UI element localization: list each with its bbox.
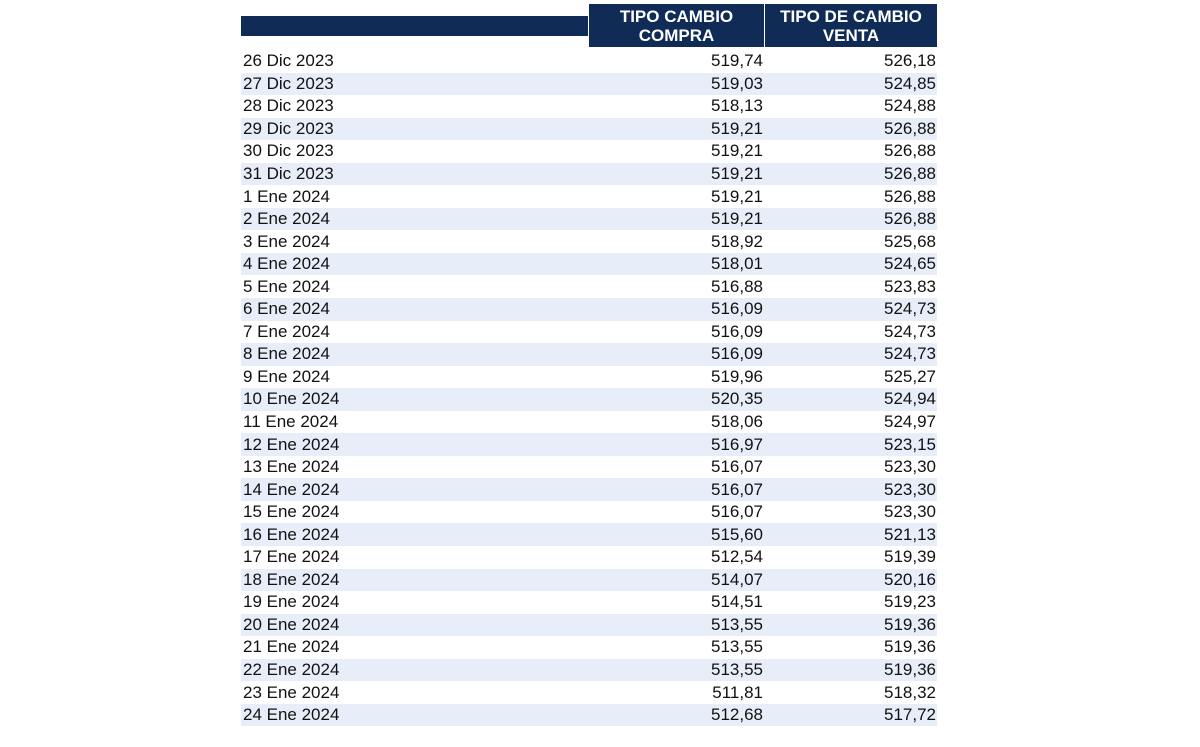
buy-rate-cell: 519,21	[711, 186, 763, 206]
date-cell: 18 Ene 2024	[243, 569, 340, 589]
sell-rate-cell: 518,32	[884, 682, 936, 702]
sell-rate-cell: 526,88	[884, 186, 936, 206]
date-cell: 7 Ene 2024	[243, 321, 330, 341]
date-cell: 10 Ene 2024	[243, 389, 340, 409]
buy-rate-cell: 515,60	[711, 524, 763, 544]
date-cell: 28 Dic 2023	[243, 96, 334, 116]
table-row	[241, 456, 937, 479]
header-sell-rate	[765, 4, 937, 47]
date-cell: 29 Dic 2023	[243, 118, 334, 138]
buy-rate-cell: 512,68	[711, 705, 763, 725]
table-row	[241, 275, 937, 298]
buy-rate-cell: 516,88	[711, 276, 763, 296]
sell-rate-cell: 523,30	[884, 502, 936, 522]
table-row	[241, 591, 937, 614]
date-cell: 27 Dic 2023	[243, 73, 334, 93]
table-row	[241, 140, 937, 163]
buy-rate-cell: 516,97	[711, 434, 763, 454]
table-row	[241, 253, 937, 276]
date-cell: 13 Ene 2024	[243, 457, 340, 477]
table-row	[241, 163, 937, 186]
sell-rate-cell: 526,88	[884, 118, 936, 138]
buy-rate-cell: 519,96	[711, 366, 763, 386]
date-cell: 23 Ene 2024	[243, 682, 340, 702]
table-row	[241, 321, 937, 344]
table-row	[241, 343, 937, 366]
sell-rate-cell: 524,97	[884, 412, 936, 432]
table-row	[241, 95, 937, 118]
header-buy-rate-label: TIPO CAMBIO COMPRA	[619, 7, 734, 45]
buy-rate-cell: 513,55	[711, 614, 763, 634]
table-row	[241, 523, 937, 546]
date-cell: 17 Ene 2024	[243, 547, 340, 567]
header-buy-rate	[589, 4, 764, 47]
buy-rate-cell: 519,21	[711, 118, 763, 138]
buy-rate-cell: 520,35	[711, 389, 763, 409]
date-cell: 6 Ene 2024	[243, 299, 330, 319]
table-row	[241, 50, 937, 73]
table-row	[241, 659, 937, 682]
date-cell: 30 Dic 2023	[243, 141, 334, 161]
sell-rate-cell: 523,30	[884, 457, 936, 477]
table-header	[241, 4, 937, 47]
table-row	[241, 433, 937, 456]
date-cell: 9 Ene 2024	[243, 366, 330, 386]
sell-rate-cell: 524,65	[884, 254, 936, 274]
table-body	[241, 50, 937, 726]
date-cell: 24 Ene 2024	[243, 705, 340, 725]
date-cell: 5 Ene 2024	[243, 276, 330, 296]
date-cell: 21 Ene 2024	[243, 637, 340, 657]
sell-rate-cell: 520,16	[884, 569, 936, 589]
buy-rate-cell: 516,09	[711, 299, 763, 319]
table-row	[241, 185, 937, 208]
table-row	[241, 614, 937, 637]
buy-rate-cell: 514,07	[711, 569, 763, 589]
buy-rate-cell: 519,74	[711, 51, 763, 71]
sell-rate-cell: 524,73	[884, 321, 936, 341]
sell-rate-cell: 519,36	[884, 660, 936, 680]
sell-rate-cell: 524,88	[884, 96, 936, 116]
sell-rate-cell: 521,13	[884, 524, 936, 544]
date-cell: 19 Ene 2024	[243, 592, 340, 612]
buy-rate-cell: 518,92	[711, 231, 763, 251]
buy-rate-cell: 519,21	[711, 141, 763, 161]
sell-rate-cell: 517,72	[884, 705, 936, 725]
date-cell: 1 Ene 2024	[243, 186, 330, 206]
sell-rate-cell: 523,83	[884, 276, 936, 296]
date-cell: 22 Ene 2024	[243, 660, 340, 680]
buy-rate-cell: 516,09	[711, 321, 763, 341]
sell-rate-cell: 523,30	[884, 479, 936, 499]
buy-rate-cell: 519,21	[711, 164, 763, 183]
table-row	[241, 388, 937, 411]
date-cell: 8 Ene 2024	[243, 344, 330, 364]
table-row	[241, 501, 937, 524]
sell-rate-cell: 523,15	[884, 434, 936, 454]
sell-rate-cell: 525,27	[884, 366, 936, 386]
table-row	[241, 569, 937, 592]
buy-rate-cell: 513,55	[711, 660, 763, 680]
header-sell-rate-label: TIPO DE CAMBIO VENTA	[780, 7, 922, 45]
buy-rate-cell: 516,07	[711, 479, 763, 499]
buy-rate-cell: 511,81	[712, 682, 763, 702]
date-cell: 4 Ene 2024	[243, 254, 330, 274]
table-row	[241, 546, 937, 569]
buy-rate-cell: 512,54	[711, 547, 763, 567]
buy-rate-cell: 516,09	[711, 344, 763, 364]
buy-rate-cell: 516,07	[711, 457, 763, 477]
date-cell: 2 Ene 2024	[243, 209, 330, 229]
table-row	[241, 636, 937, 659]
date-cell: 12 Ene 2024	[243, 434, 340, 454]
header-date-column	[241, 16, 588, 36]
buy-rate-cell: 518,06	[711, 412, 763, 432]
sell-rate-cell: 524,73	[884, 344, 936, 364]
date-cell: 16 Ene 2024	[243, 524, 340, 544]
exchange-rate-table	[241, 4, 937, 726]
date-cell: 3 Ene 2024	[243, 231, 330, 251]
sell-rate-cell: 519,36	[884, 614, 936, 634]
table-row	[241, 118, 937, 141]
buy-rate-cell: 518,01	[711, 254, 763, 274]
table-row	[241, 704, 937, 727]
table-row	[241, 366, 937, 389]
sell-rate-cell: 524,73	[884, 299, 936, 319]
buy-rate-cell: 518,13	[711, 96, 763, 116]
date-cell: 20 Ene 2024	[243, 614, 340, 634]
sell-rate-cell: 524,94	[884, 389, 936, 409]
sell-rate-cell: 526,88	[884, 164, 936, 183]
buy-rate-cell: 516,07	[711, 502, 763, 522]
date-cell: 14 Ene 2024	[243, 479, 340, 499]
table-row	[241, 73, 937, 96]
date-cell: 15 Ene 2024	[243, 502, 340, 522]
sell-rate-cell: 519,39	[884, 547, 936, 567]
buy-rate-cell: 519,03	[711, 73, 763, 93]
table-row	[241, 411, 937, 434]
table-row	[241, 478, 937, 501]
sell-rate-cell: 524,85	[884, 73, 936, 93]
buy-rate-cell: 513,55	[711, 637, 763, 657]
buy-rate-cell: 519,21	[711, 209, 763, 229]
table-row	[241, 681, 937, 704]
sell-rate-cell: 519,23	[884, 592, 936, 612]
sell-rate-cell: 519,36	[884, 637, 936, 657]
sell-rate-cell: 525,68	[884, 231, 936, 251]
date-cell: 31 Dic 2023	[243, 164, 334, 183]
buy-rate-cell: 514,51	[711, 592, 763, 612]
table-row	[241, 230, 937, 253]
sell-rate-cell: 526,88	[884, 209, 936, 229]
sell-rate-cell: 526,88	[884, 141, 936, 161]
table-row	[241, 298, 937, 321]
date-cell: 11 Ene 2024	[243, 412, 339, 432]
date-cell: 26 Dic 2023	[243, 51, 334, 71]
sell-rate-cell: 526,18	[884, 51, 936, 71]
table-row	[241, 208, 937, 231]
